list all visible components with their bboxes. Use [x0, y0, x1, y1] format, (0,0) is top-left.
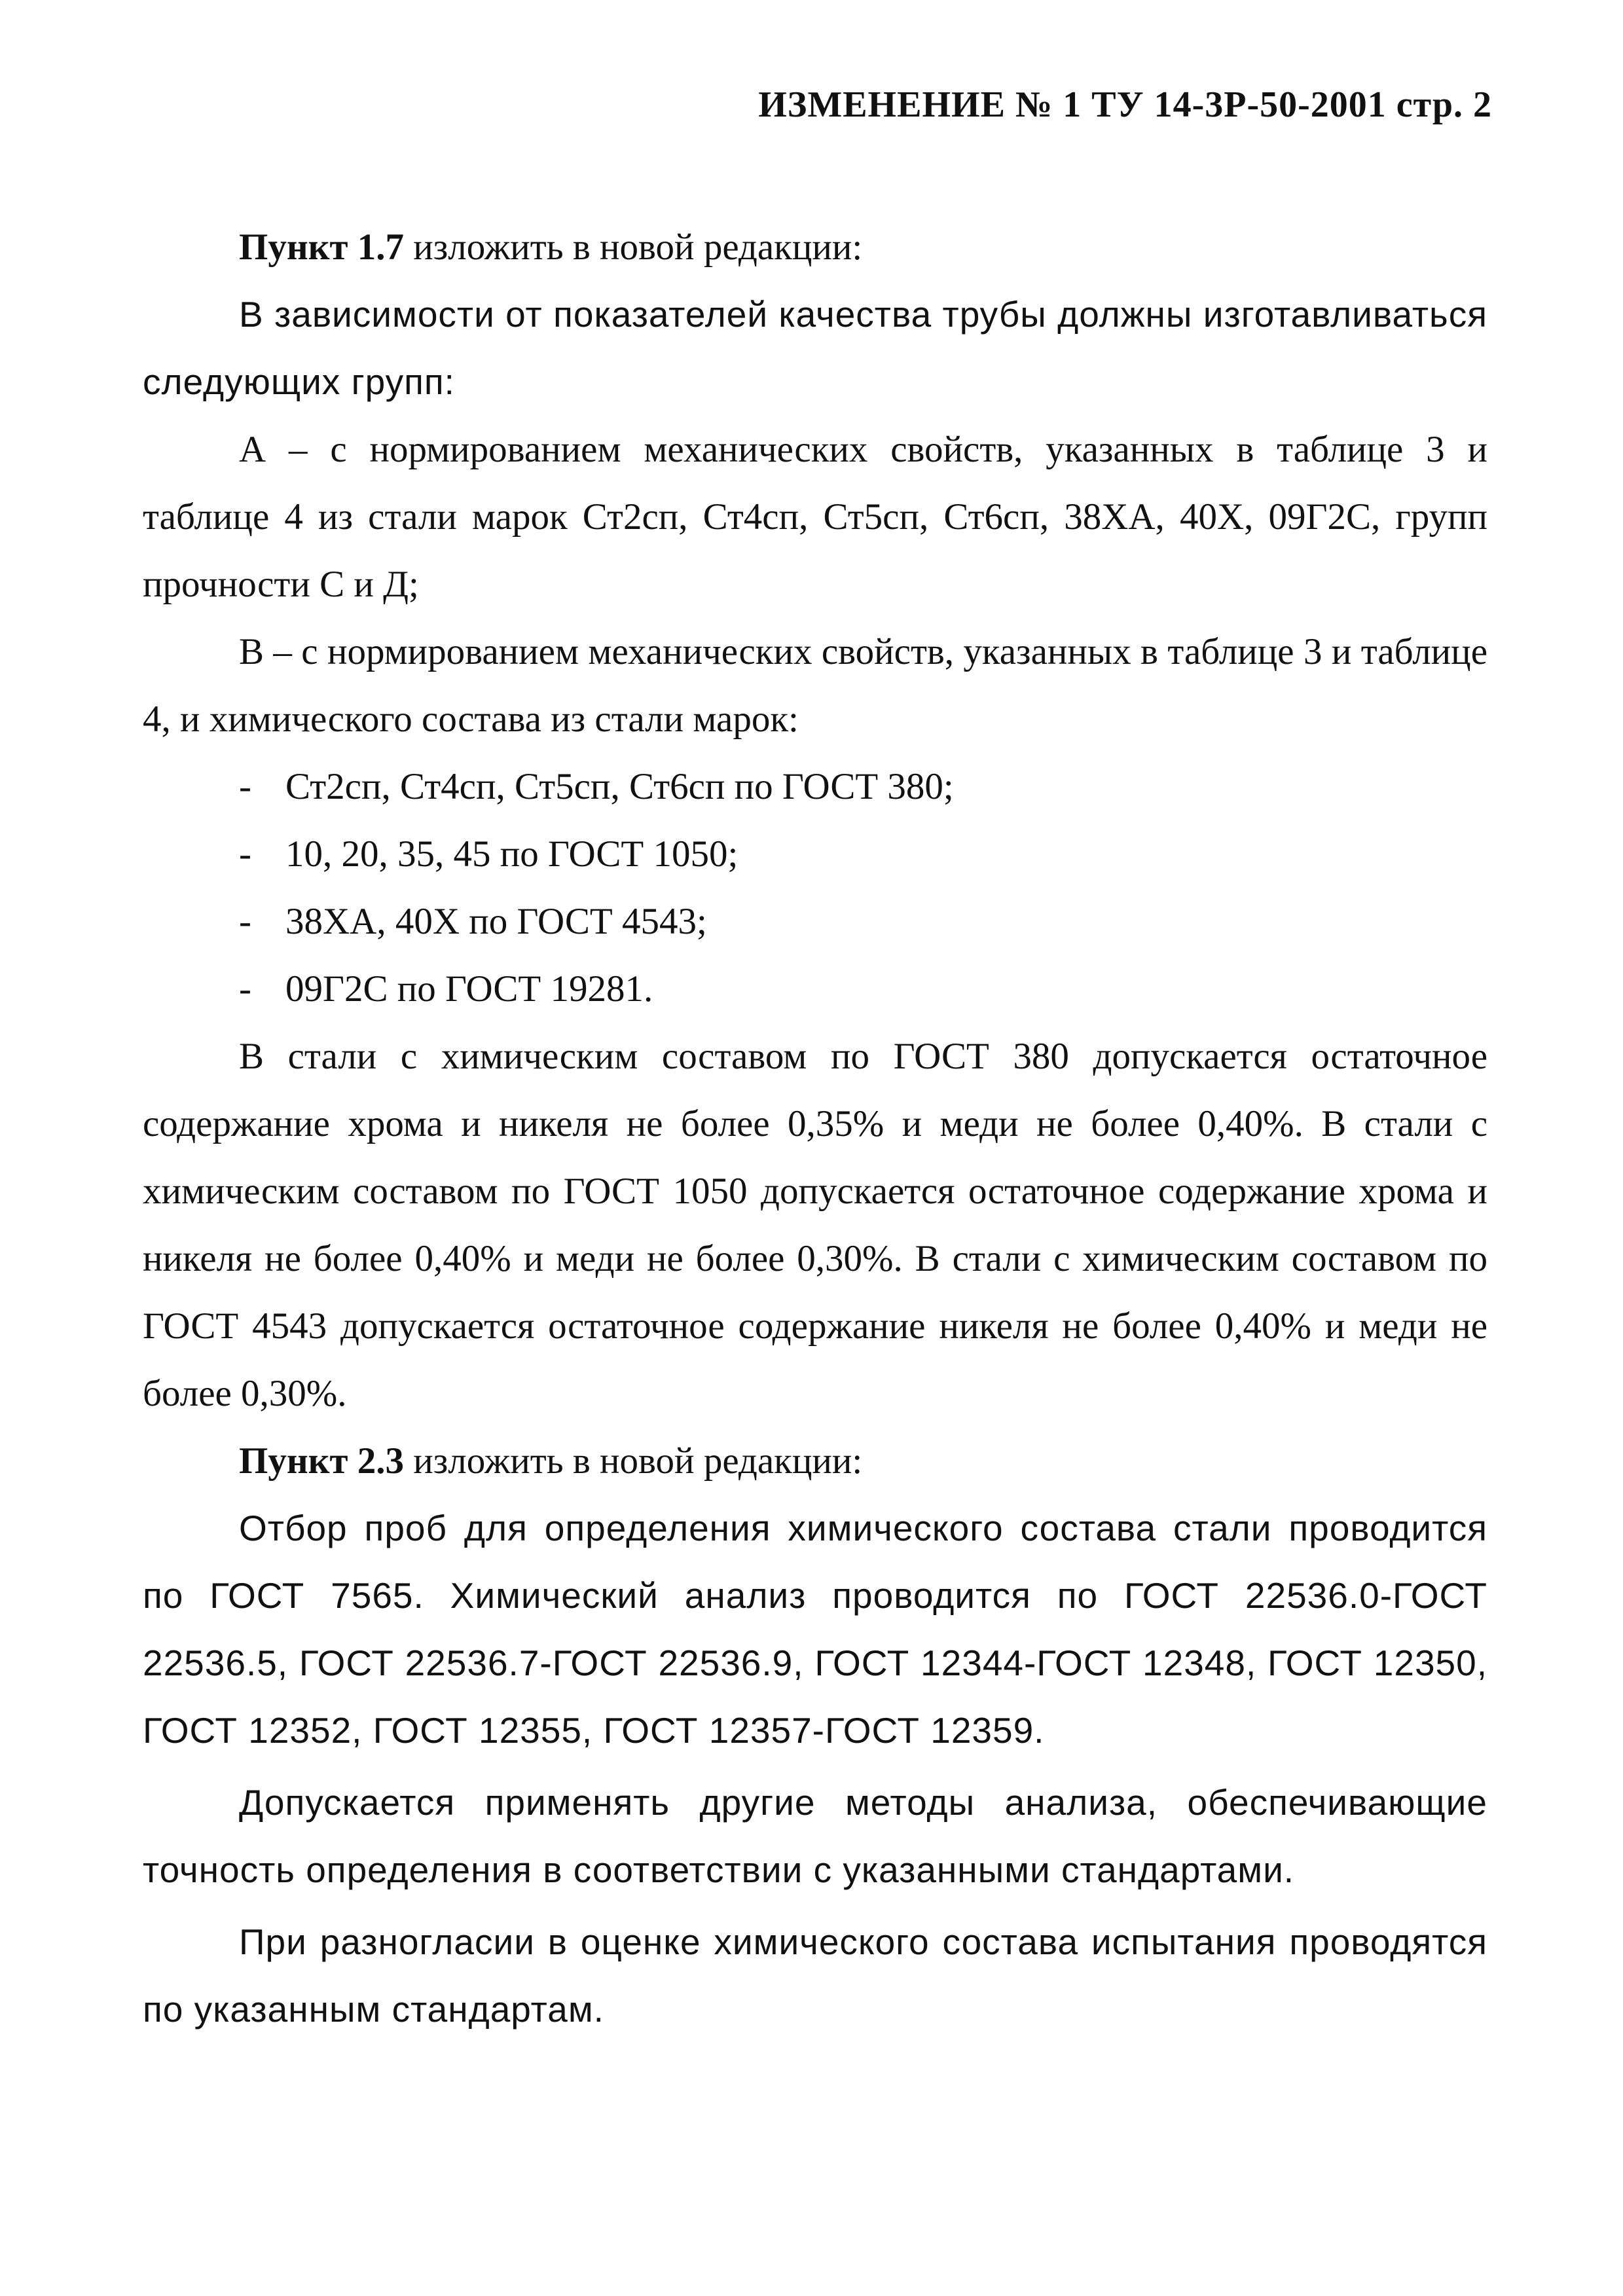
list-item [143, 820, 1487, 888]
residual-content-paragraph: В стали с химическим составом по ГОСТ 380 допускается остаточное содержание хрома и никеля не более 0,35% и меди не более 0,40%. В стали с химическим составом по ГОСТ 1050 допускается остаточное содержание хрома и никеля не более 0,40% и меди не более 0,30%. В стали с химическим составом по ГОСТ 4543 допускается остаточное содержание никеля не более 0,40% и меди не более 0,30%. [143, 1036, 1487, 1414]
page-header: ИЗМЕНЕНИЕ № 1 ТУ 14-3Р-50-2001 стр. 2 [758, 84, 1492, 125]
clause-heading-text: изложить в новой редакции: [404, 1440, 863, 1482]
clause-label: Пункт 2.3 [239, 1440, 405, 1482]
list-item-text: 09Г2С по ГОСТ 19281. [285, 968, 653, 1010]
other-methods-paragraph: Допускается применять другие методы анализа, обеспечивающие точность определения в соответствии с указанными стандартами. [143, 1782, 1487, 1890]
clause-label: Пункт 1.7 [239, 227, 405, 268]
groups-intro-paragraph: В зависимости от показателей качества трубы должны изготавливаться следующих групп: [143, 294, 1487, 402]
group-a-paragraph: А – с нормированием механических свойств, указанных в таблице 3 и таблице 4 из стали марок Ст2сп, Ст4сп, Ст5сп, Ст6сп, 38ХА, 40Х, 09Г2С, групп прочности С и Д; [143, 429, 1487, 605]
clause-heading-text: изложить в новой редакции: [404, 227, 863, 268]
list-item [143, 888, 1487, 955]
list-item-text: Ст2сп, Ст4сп, Ст5сп, Ст6сп по ГОСТ 380; [285, 766, 954, 807]
list-item [143, 753, 1487, 820]
clause-1-7-heading [143, 213, 1487, 281]
list-dash: - [239, 901, 251, 942]
list-dash: - [239, 968, 251, 1010]
list-item-text: 10, 20, 35, 45 по ГОСТ 1050; [285, 833, 739, 875]
group-b-paragraph: В – с нормированием механических свойств, указанных в таблице 3 и таблице 4, и химического состава из стали марок: [143, 631, 1487, 740]
list-item-text: 38ХА, 40Х по ГОСТ 4543; [285, 901, 707, 942]
list-dash: - [239, 833, 251, 875]
list-item [143, 955, 1487, 1023]
clause-2-3-heading [143, 1427, 1487, 1495]
list-dash: - [239, 766, 251, 807]
document-body [143, 213, 1487, 2043]
sampling-paragraph: Отбор проб для определения химического состава стали проводится по ГОСТ 7565. Химический анализ проводится по ГОСТ 22536.0-ГОСТ 22536.5, ГОСТ 22536.7-ГОСТ 22536.9, ГОСТ 12344-ГОСТ 12348, ГОСТ 12350, ГОСТ 12352, ГОСТ 12355, ГОСТ 12357-ГОСТ 12359. [143, 1508, 1487, 1751]
disagreement-paragraph: При разногласии в оценке химического состава испытания проводятся по указанным стандартам. [143, 1922, 1487, 2030]
steel-grades-list [143, 753, 1487, 1023]
